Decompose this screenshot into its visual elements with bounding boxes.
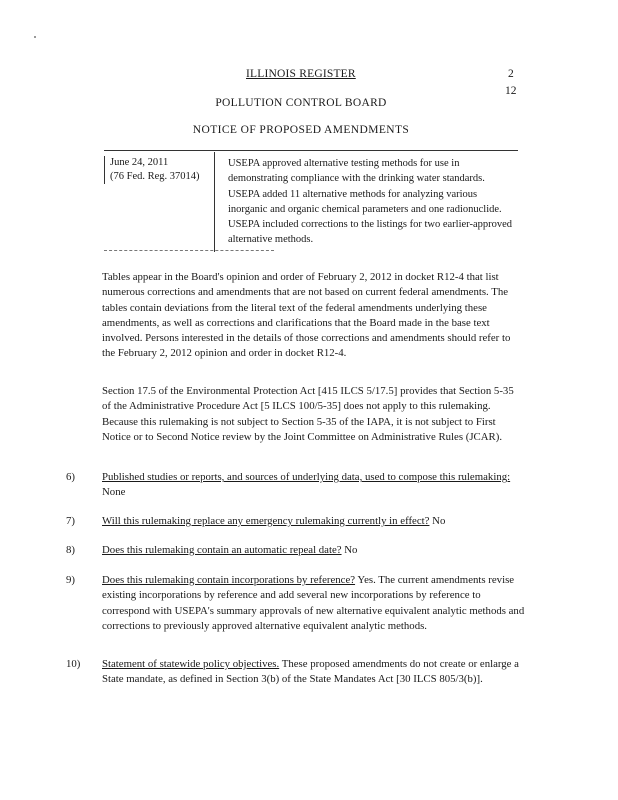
item-text [102,543,526,558]
item-answer: No [344,544,358,556]
table-description-cell: USEPA approved alternative testing methods for use in demonstrating compliance with the drinking water standards. USEPA added 11 alternative methods for analyzing various inorganic and organic chemical parameters and one radionuclide. USEPA included corrections to the listings for two earlier-approved alternative methods. [228,158,513,246]
table-date-cell [110,156,200,184]
table-left-border [104,156,105,184]
item-text [102,657,526,688]
item-number: 6) [66,471,75,483]
paragraph-tables-reference: Tables appear in the Board's opinion and order of February 2, 2012 in docket R12-4 that list numerous corrections and amendments that are not based on current federal amendments. The tables contain deviations from the literal text of the federal amendments underlying these amendments, as well as corrections and clarifications that the Board made in the base text involved. Persons interested in the details of those corrections and amendments should refer to the February 2, 2012 opinion and order in docket R12-4. [102,271,511,360]
paragraph-section-17-5: Section 17.5 of the Environmental Protection Act [415 ILCS 5/17.5] provides that Section 5-35 of the Administrative Procedure Act [5 ILCS 100/5-35] does not apply to this rulemaking. Because this rulemaking is not subject to Section 5-35 of the IAPA, it is not subject to First Notice or to Second Notice review by the Joint Committee on Administrative Rules (JCAR). [102,385,514,443]
table-column-divider [214,152,215,252]
item-question: Does this rulemaking contain an automatic repeal date? [102,544,342,556]
table-date: June 24, 2011 [110,157,169,168]
item-answer: No [432,515,446,527]
table-top-rule [104,150,518,151]
register-title: ILLINOIS REGISTER [246,68,356,80]
item-number: 10) [66,658,81,670]
federal-amendments-table [104,150,518,254]
item-number: 7) [66,515,75,527]
page-number: 2 [508,68,514,80]
item-text [102,573,526,634]
table-bottom-rule [104,250,274,251]
item-text [102,514,526,529]
table-citation: (76 Fed. Reg. 37014) [110,171,200,182]
item-number: 9) [66,574,75,586]
item-question: Will this rulemaking replace any emergency rulemaking currently in effect? [102,515,430,527]
item-question: Published studies or reports, and sources of underlying data, used to compose this rulemaking: [102,471,511,483]
item-answer: None [102,486,126,499]
notice-title: NOTICE OF PROPOSED AMENDMENTS [192,124,410,136]
item-number: 8) [66,544,75,556]
item-text [102,470,526,501]
issue-number: 12 [505,85,517,97]
item-answer: Yes. The current amendments revise existing incorporations by reference and add several new incorporations by reference to correspond with USEPA's summary approvals of new alternative equivalent analytic methods and corrections to previously approved alternative equivalent analytic methods. [102,574,525,632]
item-answer: These proposed amendments do not create or enlarge a State mandate, as defined in Section 3(b) of the State Mandates Act [30 ILCS 805/3(b)]. [102,658,519,686]
scan-speck [34,36,36,38]
board-name: POLLUTION CONTROL BOARD [215,97,387,109]
item-question: Does this rulemaking contain incorporations by reference? [102,574,356,586]
item-question: Statement of statewide policy objectives. [102,658,280,670]
